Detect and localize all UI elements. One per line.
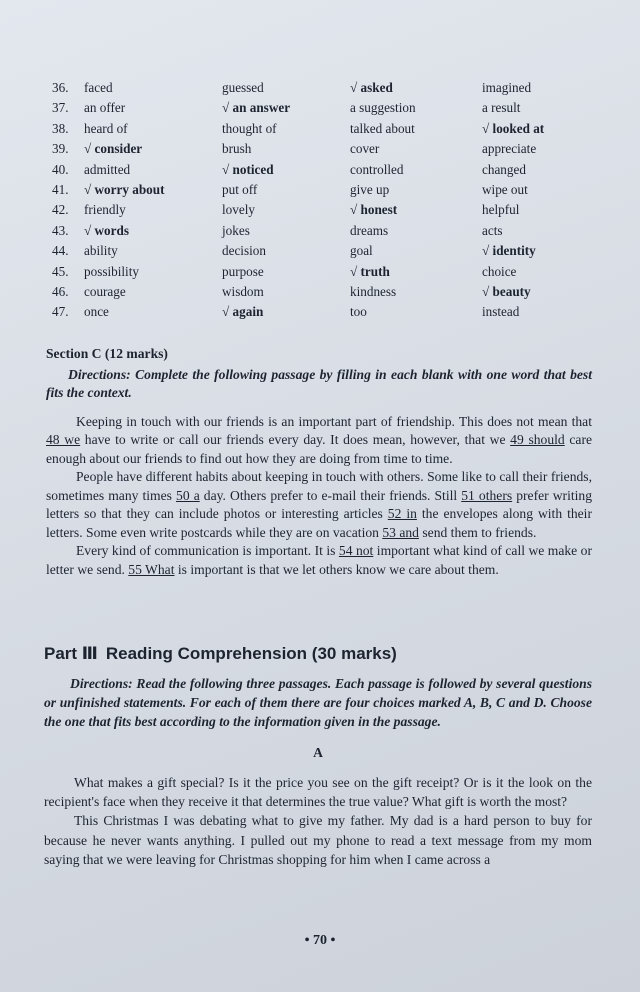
choice-option-c: [350, 282, 482, 302]
part-3-title: [44, 644, 592, 664]
choice-option-b: [222, 282, 350, 302]
blank-53: 53 and: [382, 524, 419, 540]
choice-option-d: [482, 241, 612, 261]
choice-option-b: [222, 180, 350, 200]
option-text: √ truth: [350, 263, 390, 279]
choice-row: [52, 221, 612, 241]
choice-row: [52, 200, 612, 220]
option-text: guessed: [222, 80, 264, 95]
question-number: 36.: [52, 80, 69, 95]
choice-option-d: [482, 200, 612, 220]
option-text: faced: [84, 80, 113, 95]
choice-option-b: [222, 200, 350, 220]
option-text: an offer: [84, 100, 126, 116]
option-text: imagined: [482, 80, 532, 95]
part-label: Part Ⅲ: [44, 644, 98, 663]
blank-55: 55 What: [128, 561, 175, 577]
choice-option-b: [222, 119, 350, 139]
option-text: dreams: [350, 222, 389, 238]
blank-48: 48 we: [46, 432, 81, 447]
part-heading: Reading Comprehension (30 marks): [105, 644, 397, 663]
passage-label: A: [313, 745, 323, 760]
choice-option-d: [482, 119, 612, 139]
option-text: appreciate: [482, 141, 537, 157]
option-text: √ looked at: [482, 120, 545, 136]
option-text: decision: [222, 243, 266, 259]
choice-option-b: [222, 160, 350, 180]
choice-option-d: [482, 78, 612, 98]
option-text: put off: [222, 181, 258, 197]
choice-option-d: [482, 302, 612, 322]
option-text: talked about: [350, 120, 415, 136]
choice-option-a: [52, 282, 222, 302]
choice-option-c: [350, 139, 482, 159]
choice-option-c: [350, 98, 482, 118]
question-number: 46.: [52, 283, 69, 299]
choice-row: [52, 282, 612, 302]
option-text: √ identity: [482, 243, 536, 259]
option-text: √ honest: [350, 202, 398, 218]
question-number: 42.: [52, 202, 69, 218]
choice-row: [52, 241, 612, 261]
option-text: √ consider: [84, 141, 143, 157]
choice-option-a: [52, 78, 222, 98]
choice-option-c: [350, 180, 482, 200]
option-text: kindness: [350, 283, 397, 299]
choice-option-b: [222, 302, 350, 322]
choice-row: [52, 139, 612, 159]
page-number: • 70 •: [304, 933, 336, 948]
option-text: give up: [350, 181, 390, 197]
choice-row: [52, 98, 612, 118]
choice-row: [52, 119, 612, 139]
choice-option-b: [222, 78, 350, 98]
choice-option-c: [350, 200, 482, 220]
section-c-paragraph-2: People have different habits about keeping in touch with others. Some like to call their friends, sometimes many times 50 a day. Others prefer to e-mail their friends. Still 51 others prefer writing letters so that they can include photos or interesting articles 52 in the envelopes along with their letters. Some even write postcards while they are on vacation 53 and send them to friends.: [46, 469, 592, 540]
choice-option-d: [482, 98, 612, 118]
option-text: once: [84, 304, 109, 320]
question-number: 41.: [52, 181, 69, 197]
option-text: √ asked: [350, 80, 393, 95]
option-text: controlled: [350, 161, 404, 177]
option-text: acts: [482, 222, 503, 238]
option-text: courage: [84, 283, 126, 299]
question-number: 39.: [52, 141, 69, 157]
choice-option-a: [52, 200, 222, 220]
blank-51: 51 others: [461, 487, 513, 503]
option-text: goal: [350, 243, 373, 259]
option-text: cover: [350, 141, 380, 157]
choice-option-c: [350, 160, 482, 180]
section-c: [46, 345, 592, 579]
option-text: heard of: [84, 120, 128, 136]
choice-row: [52, 78, 612, 98]
question-number: 45.: [52, 263, 69, 279]
option-text: purpose: [222, 263, 264, 279]
part-3-reading: [44, 644, 592, 869]
option-text: changed: [482, 161, 526, 177]
question-number: 37.: [52, 100, 69, 116]
choice-option-d: [482, 160, 612, 180]
section-c-directions: Directions: Complete the following passage by filling in each blank with one word that best fits the context.: [46, 366, 592, 400]
choice-option-a: [52, 262, 222, 282]
option-text: a suggestion: [350, 100, 416, 116]
choice-row: [52, 302, 612, 322]
option-text: possibility: [84, 263, 139, 279]
option-text: √ noticed: [222, 161, 274, 177]
option-text: √ words: [84, 222, 129, 238]
choice-option-c: [350, 302, 482, 322]
blank-54: 54 not: [338, 543, 374, 558]
choice-option-c: [350, 241, 482, 261]
question-number: 44.: [52, 243, 69, 259]
blank-50: 50 a: [176, 487, 200, 503]
passage-a-paragraph-2: This Christmas I was debating what to give my father. My dad is a hard person to buy for because he never wants anything. I pulled out my phone to read a text message from my mom saying that we were leaving for Christmas shopping for him when I came across a: [44, 813, 592, 867]
option-text: √ beauty: [482, 283, 531, 299]
question-number: 38.: [52, 120, 69, 136]
question-number: 47.: [52, 304, 69, 320]
question-number: 43.: [52, 222, 69, 238]
question-number: 40.: [52, 161, 69, 177]
choice-option-d: [482, 221, 612, 241]
choice-option-a: [52, 241, 222, 261]
choice-option-a: [52, 221, 222, 241]
choice-option-d: [482, 282, 612, 302]
choice-option-d: [482, 180, 612, 200]
option-text: lovely: [222, 202, 255, 218]
choice-option-b: [222, 262, 350, 282]
choice-option-b: [222, 139, 350, 159]
blank-52: 52 in: [387, 506, 417, 521]
option-text: too: [350, 304, 367, 320]
option-text: √ again: [222, 304, 264, 320]
option-text: jokes: [222, 222, 250, 238]
option-text: a result: [482, 100, 521, 116]
choice-option-a: [52, 119, 222, 139]
choice-option-a: [52, 160, 222, 180]
choice-option-c: [350, 262, 482, 282]
choice-option-d: [482, 262, 612, 282]
option-text: helpful: [482, 202, 520, 218]
choice-option-d: [482, 139, 612, 159]
choice-option-b: [222, 221, 350, 241]
choice-option-b: [222, 98, 350, 118]
choice-option-a: [52, 98, 222, 118]
blank-49: 49 should: [510, 432, 565, 447]
choice-row: [52, 180, 612, 200]
choice-option-a: [52, 302, 222, 322]
option-text: √ worry about: [84, 181, 165, 197]
option-text: ability: [84, 243, 118, 259]
choice-option-c: [350, 78, 482, 98]
option-text: brush: [222, 141, 252, 157]
section-c-paragraph-3: Every kind of communication is important. It is 54 not important what kind of call we make or letter we send. 55 What is important is that we let others know we care about them.: [46, 543, 593, 577]
section-c-title: Section C (12 marks): [46, 346, 168, 361]
answer-choices-table: [52, 78, 612, 323]
choice-option-a: [52, 180, 222, 200]
choice-option-c: [350, 119, 482, 139]
option-text: wipe out: [482, 181, 528, 197]
option-text: instead: [482, 304, 520, 320]
choice-row: [52, 262, 612, 282]
choice-option-a: [52, 139, 222, 159]
section-c-paragraph-1: Keeping in touch with our friends is an important part of friendship. This does not mean that 48 we have to write or call our friends every day. It does mean, however, that we 49 should care enough about our friends to find out how they are doing from time to time.: [46, 413, 593, 466]
option-text: wisdom: [222, 283, 264, 299]
option-text: √ an answer: [222, 100, 291, 116]
choice-option-c: [350, 221, 482, 241]
option-text: friendly: [84, 202, 126, 218]
choice-row: [52, 160, 612, 180]
choice-option-b: [222, 241, 350, 261]
part-3-directions: Directions: Read the following three passages. Each passage is followed by several questions or unfinished statements. For each of them there are four choices marked A, B, C and D. Choose the one that fits best according to the information given in the passage.: [44, 676, 592, 729]
option-text: thought of: [222, 120, 277, 136]
passage-a-paragraph-1: What makes a gift special? Is it the price you see on the gift receipt? Or is it the look on the recipient's face when they receive it that determines the true value? What gift is worth the most?: [44, 775, 592, 810]
option-text: admitted: [84, 161, 131, 177]
option-text: choice: [482, 263, 517, 279]
